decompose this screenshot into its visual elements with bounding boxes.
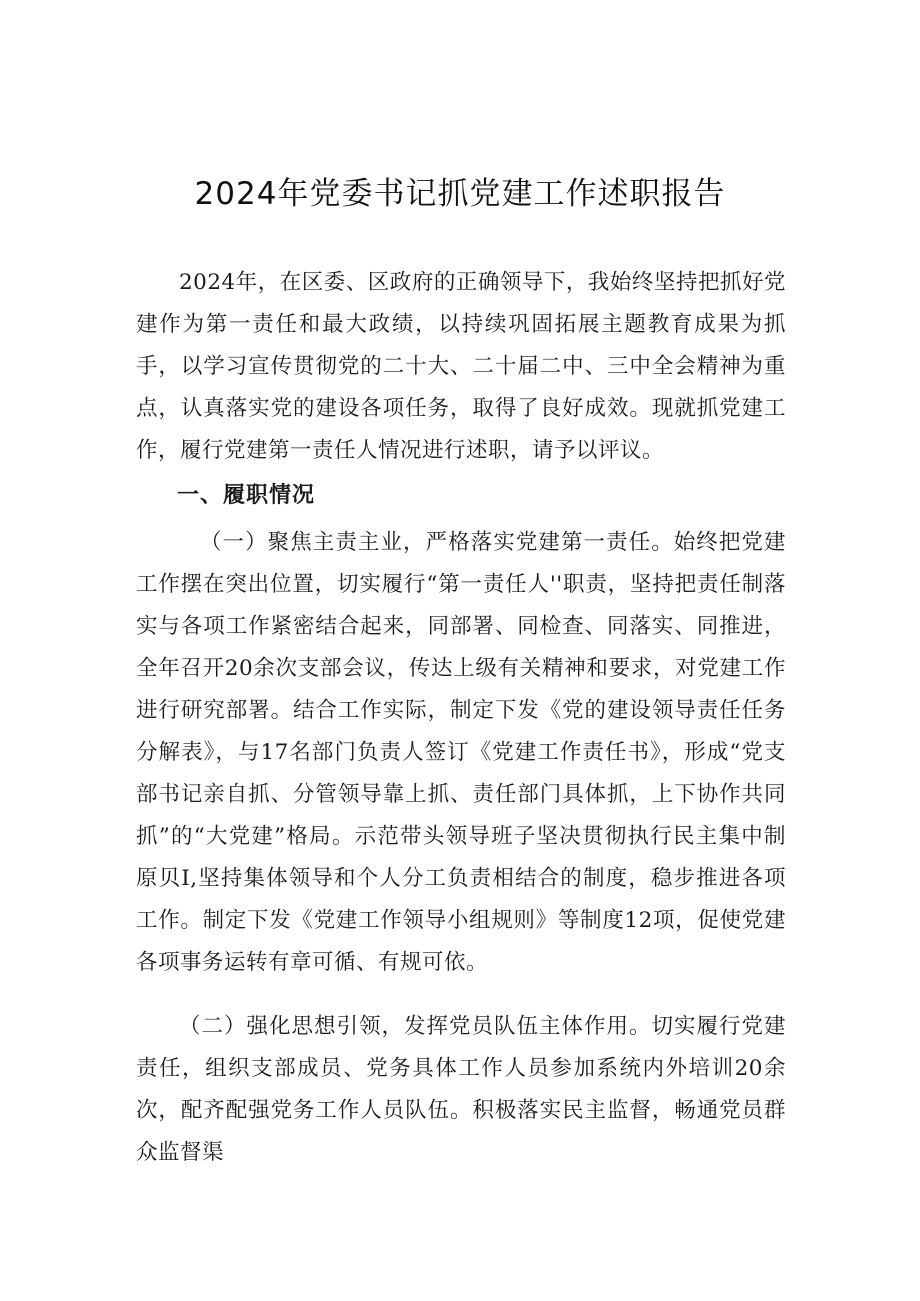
- intro-paragraph: 2024年，在区委、区政府的正确领导下，我始终坚持把抓好党建作为第一责任和最大政绩，以持续巩固拓展主题教育成果为抓手，以学习宣传贯彻党的二十大、二十届二中、三中全会精神为重点，认真落实党的建设各项任务，取得了良好成效。现就抓党建工作，履行党建第一责任人情况进行述职，请予以评议。: [136, 270, 786, 463]
- section-heading: 一、履职情况: [177, 483, 316, 508]
- subsection-paragraph-2: （二）强化思想引领，发挥党员队伍主体作用。切实履行党建责任，组织支部成员、党务具体工作人员参加系统内外培训20余次，配齐配强党务工作人员队伍。积极落实民主监督，畅通党员群众监督渠: [136, 1014, 786, 1165]
- subsection-paragraph-1: （一）聚焦主责主业，严格落实党建第一责任。始终把党建工作摆在突出位置，切实履行“第一责任人''职责，坚持把责任制落实与各项工作紧密结合起来，同部署、同检查、同落实、同推进，全年召开20余次支部会议，传达上级有关精神和要求，对党建工作进行研究部署。结合工作实际，制定下发《党的建设领导责任任务分解表》，与17名部门负责人签订《党建工作责任书》，形成“党支部书记亲自抓、分管领导靠上抓、责任部门具体抓，上下协作共同抓”的“大党建”格局。示范带头领导班子坚决贯彻执行民主集中制原贝I,坚持集体领导和个人分工负责相结合的制度，稳步推进各项工作。制定下发《党建工作领导小组规则》等制度12项，促使党建各项事务运转有章可循、有规可依。: [136, 530, 786, 975]
- document-title: 2024年党委书记抓党建工作述职报告: [194, 176, 726, 212]
